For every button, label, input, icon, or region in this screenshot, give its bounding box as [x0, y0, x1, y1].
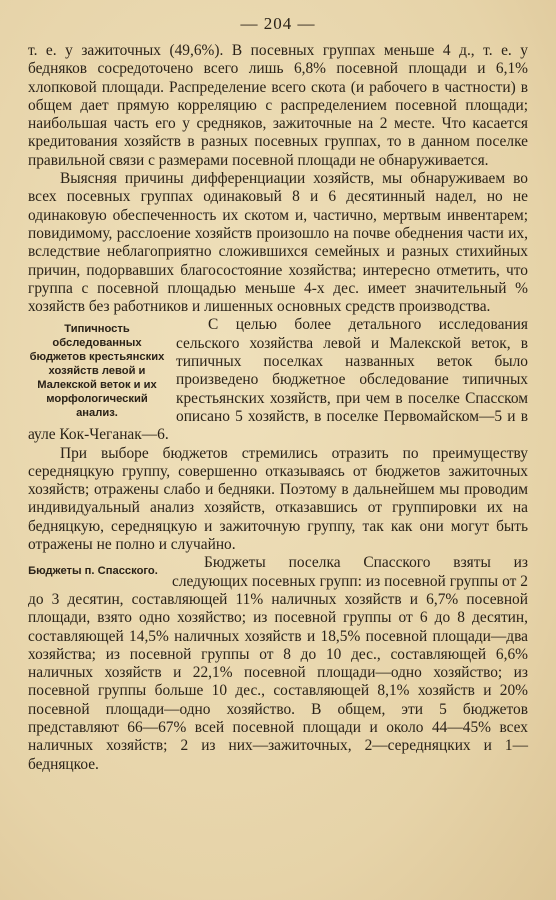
paragraph-2: Выясняя причины дифференциации хозяйств, мы обнаруживаем во всех посевных группах одинаковый 8 и 6 десятинный надел, но не одинаковую обеспеченность их скотом и, частично, мертвым инвентарем; повидимому, расслоение хозяйств произошло на почве обеднения части их, вследствие неблагоприятно сложившихся семейных и разных стихийных причин, подорвавших благосостояние хозяйства; интересно отметить, что группа с посевной площадью меньше 4-х дес. имеет значительный % хозяйств без работников и лишенных основных средств производства. — [28, 170, 528, 316]
paragraph-1: т. е. у зажиточных (49,6%). В посевных группах меньше 4 д., т. е. у бедняков сосредоточено всего лишь 6,8% посевной площади и 6,1% хлопковой площади. Распределение всего скота (и рабочего в частности) в общем дает прямую корреляцию с распределением посевной площади; наибольшая часть его у средняков, зажиточные на 2 месте. Что касается кредитования хозяйств в разных посевных группах, то в данном поселке правильной связи с размерами посевной площади не обнаруживается. — [28, 42, 528, 169]
paragraph-3: С целью более детального исследования сельского хозяйства левой и Малекской веток, в типичных поселках названных веток было произведено бюджетное обследование типичных крестьянских хозяйств, при чем в поселке Спасском описано 5 хозяйств, в поселке Первомайском—5 и в ауле Кок-Чеганак—6. — [28, 316, 528, 444]
margin-note-typicality: Типичность обследованных бюджетов крестьянских хозяйств левой и Малекской веток и их морфологический анализ. — [29, 323, 165, 420]
page-number: — 204 — — [240, 14, 316, 33]
margin-note-spassky-budgets: Бюджеты п. Спасского. — [28, 565, 158, 578]
paragraph-4: При выборе бюджетов стремились отразить по преимуществу середняцкую группу, совершенно отказываясь от бюджетов зажиточных хозяйств; отражены слабо и бедняки. Поэтому в дальнейшем мы проводим индивидуальный анализ хозяйств, отказавшись от группировки их на бедняцкую, середняцкую и зажиточную группу, так как они могут быть отражены не полно и случайно. — [28, 444, 528, 554]
paragraph-5: Бюджеты поселка Спасского взяты из следующих посевных групп: из посевной группы от 2 до 3 десятин, составляющей 11% наличных хозяйств и 6,7% посевной площади, взято одно хозяйство; из посевной группы от 6 до 8 десятин, составляющей 14,5% наличных хозяйств и 18,5% посевной площади—два хозяйства; из посевной группы от 8 до 10 дес., составляющей 6,6% наличных хозяйств и 22,1% посевной площади—одно хозяйство; из посевной группы больше 10 дес., составляющей 8,1% хозяйств и 20% посевной площади—одно хозяйство. В общем, эти 5 бюджетов представляют 66—67% всей посевной площади и около 44—45% всех наличных хозяйств; 2 из них—зажиточных, 2—середняцких и 1—бедняцкое. — [28, 554, 528, 773]
